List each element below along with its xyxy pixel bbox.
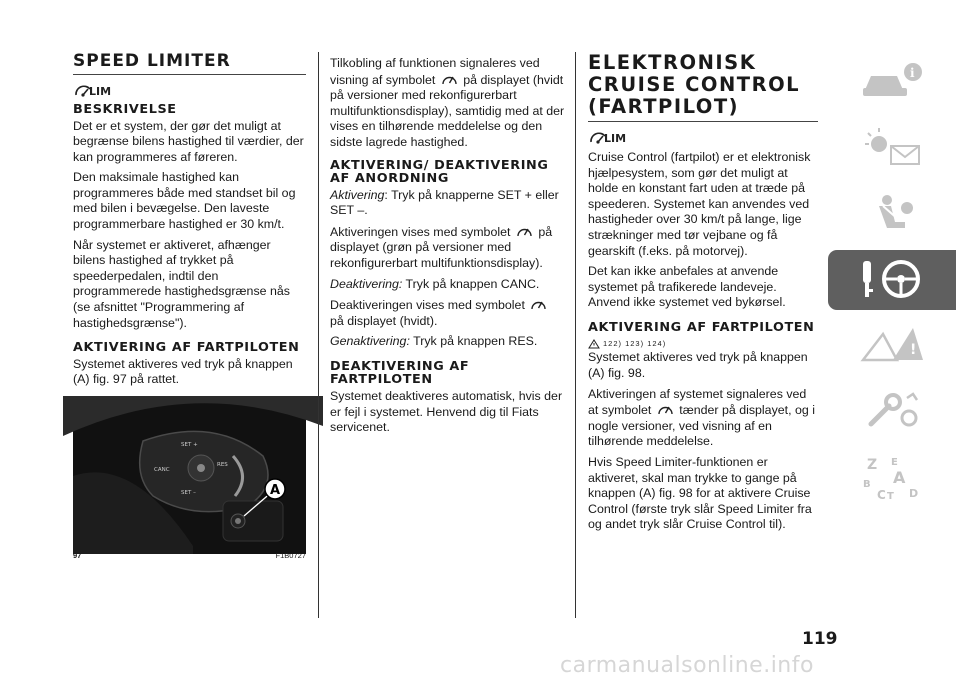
speed-limiter-icon [588,128,818,148]
steering-wheel-key-icon [857,255,927,305]
figure-97-steering-wheel [73,396,306,564]
heading-beskrivelse: BESKRIVELSE [73,102,177,117]
btn-res-label: RES [217,461,228,468]
paragraph: Det er et system, der gør det muligt at begrænse bilens hastighed til værdier, der kan programmeres af føreren. [73,118,304,164]
svg-text:D: D [909,487,919,500]
paragraph: Hvis Speed Limiter-funktionen er aktiveret, skal man trykke to gange på knappen (A) fig. 98 for at aktivere Cruise Control (første tryk slår Speed Limiter fra og andet tryk slår Cruise Control til). [588,455,812,532]
page-number: 119 [802,629,838,649]
steering-wheel-illustration [73,396,306,554]
heading-aktivering: AKTIVERING AF FARTPILOTEN [73,340,300,356]
figure-number: 97 [73,551,82,561]
paragraph: Aktiveringen af systemet signaleres ved at symbolet tænder på displayet, og i nogle versioner, ved visning af en tilhørende meddelelse. [588,386,815,449]
svg-text:LIM: LIM [604,132,627,145]
chapter-tab-service[interactable] [828,382,956,442]
paragraph: Systemet aktiveres ved tryk på knappen (A) fig. 97 på rattet. [73,356,293,387]
title-rule [73,74,306,75]
chapter-tab-car-info[interactable] [828,52,956,112]
chapter-tab-seat-airbag[interactable] [828,184,956,244]
title-rule [588,121,818,122]
chapter-tab-steering-key[interactable] [828,250,956,310]
btn-canc-label: CANC [154,466,170,473]
svg-text:i: i [910,66,915,80]
paragraph: Det kan ikke anbefales at anvende systemet på trafikerede landeveje. Anvend ikke systemet ved bykørsel. [588,264,786,310]
speed-limiter-icon [73,81,306,101]
car-info-icon [857,60,927,104]
alphabet-index-icon [857,453,927,503]
svg-text:B: B [863,479,871,490]
warning-references: 122) 123) 124) [588,336,818,350]
watermark: carmanualsonline.info [560,653,814,678]
column-divider [318,52,319,618]
svg-text:Z: Z [867,457,878,473]
paragraph: Genaktivering: Tryk på knappen RES. [330,334,538,349]
svg-text:T: T [887,491,894,502]
paragraph: Systemet deaktiveres automatisk, hvis der er fejl i systemet. Henvend dig til Fiats servicenet. [330,388,563,435]
chapter-tab-alphabetical-index[interactable] [828,448,956,508]
section-title-speed-limiter: SPEED LIMITER [73,51,231,71]
road-warning-icon [857,324,927,368]
speed-limiter-symbol-icon [441,72,458,86]
paragraph: Cruise Control (fartpilot) er et elektronisk hjælpesystem, som gør det muligt at holde en konstant fart uden at træde på speederen. Systemet kan anvendes ved hastigheder over 30 km/t på lange, lige strækninger med tør vejbane og få gearskift (f.eks. på motorvej). [588,150,811,258]
column-speed-limiter [73,52,306,564]
heading-aktivering-fartpilot: AKTIVERING AF FARTPILOTEN [588,319,815,335]
heading-deaktivering: DEAKTIVERING AF FARTPILOTEN [330,358,470,388]
heading-aktivering-deaktivering: AKTIVERING/ DEAKTIVERING AF ANORDNING [330,157,549,187]
btn-set-plus-label: SET + [181,441,198,448]
chapter-tab-warning-lights[interactable] [828,118,956,178]
chapter-tab-road-warning[interactable] [828,316,956,376]
paragraph: Deaktivering: Tryk på knappen CANC. [330,276,540,291]
svg-text:A: A [893,468,906,487]
svg-text:C: C [877,488,886,502]
chapter-sidebar [828,52,958,514]
svg-text:!: ! [910,342,917,358]
btn-set-minus-label: SET – [181,489,196,496]
service-wrench-icon [857,390,927,434]
warning-lights-icon [857,126,927,170]
paragraph: Når systemet er aktiveret, afhænger bilens hastighed af trykket på speederpedalen, indtil den programmerede hastighedsgrænse nås (se afsnittet "Programmering af hastighedsgrænse"). [73,237,290,330]
cruise-control-symbol-icon [657,402,674,416]
callout-a: A [270,482,281,498]
column-divider [575,52,576,618]
column-speed-limiter-continued [330,56,565,441]
svg-text:LIM: LIM [89,85,112,98]
paragraph: Aktiveringen vises med symbolet på displayet (grøn på versioner med rekonfigurerbart multifunktionsdisplay). [330,224,553,270]
section-title-cruise-control: ELEKTRONISK CRUISE CONTROL (FARTPILOT) [588,51,801,118]
paragraph: Den maksimale hastighed kan programmeres både med standset bil og med bilen i bevægelse. Den laveste programmerbare hastighed er 30 km/t. [73,170,296,232]
column-cruise-control [588,52,818,538]
paragraph: Aktivering: Tryk på knapperne SET + eller SET –. [330,187,559,218]
paragraph: Tilkobling af funktionen signaleres ved visning af symbolet på displayet (hvidt på versioner med rekonfigurerbart multifunktionsdisplay), samtidig med at der vises en tilhørende meddelelse og den sidste lagrede hastighed. [330,56,565,149]
speed-limiter-symbol-icon [530,297,547,311]
paragraph: Deaktiveringen vises med symbolet på displayet (hvidt). [330,297,565,329]
speed-limiter-symbol-icon [516,224,533,238]
svg-text:E: E [891,457,898,468]
figure-code: F1B0727 [275,551,306,561]
paragraph: Systemet aktiveres ved tryk på knappen (A) fig. 98. [588,350,808,381]
seat-airbag-icon [857,192,927,236]
